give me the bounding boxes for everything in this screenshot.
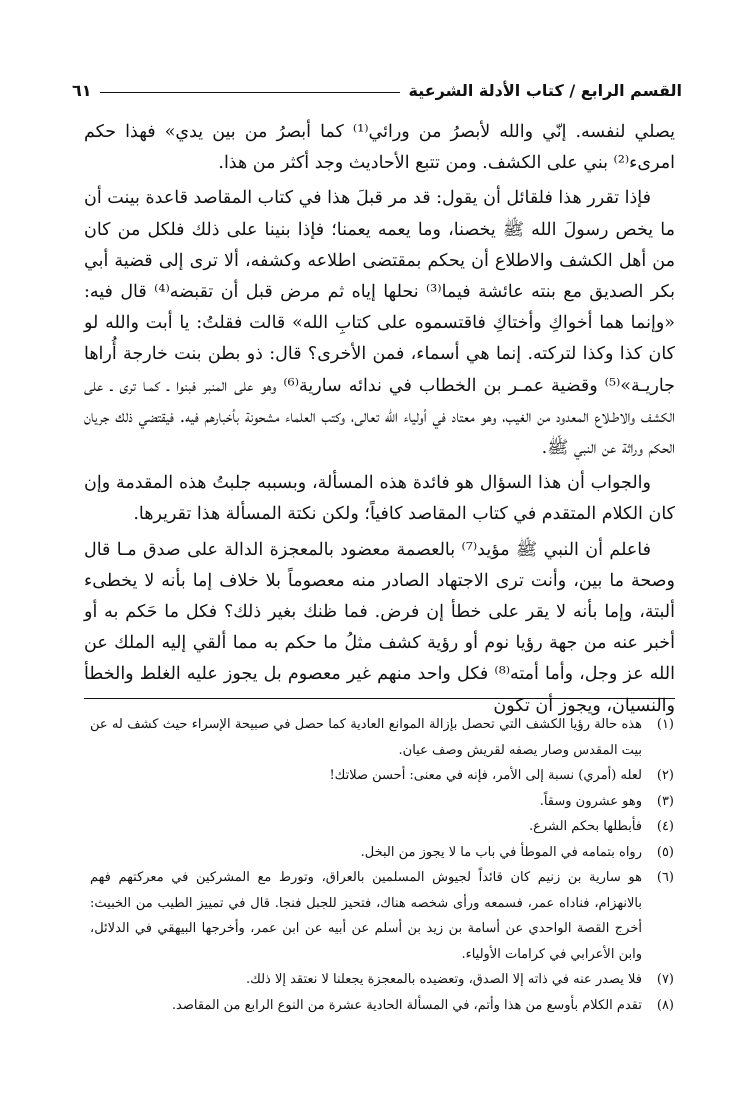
main-text [84,117,675,716]
footnote-text: فأبطلها بحكم الشرع. [528,819,642,834]
footnotes [90,712,674,1032]
footnote-text: هذه حالة رؤيا الكشف التي تحصل بإزالة الموانع العادية كما حصل في صبيحة الإسراء حيث كشف له عن بيت المقدس وصار يصفه لقريش وصف عيان. [90,717,642,758]
footnote-number: (١) [656,717,674,732]
page-number: ٦١ [72,81,92,100]
footnote [90,865,674,967]
footnote-number: (٣) [656,793,674,809]
footnote [90,840,674,866]
paragraph: فاعلم أن النبي ﷺ مؤيد⁽⁷⁾ بالعصمة معضود بالمعجزة الدالة على صدق مـا قال وصحة ما بين، وأنت ترى الاجتهاد الصادر منه معصوماً بلا خلاف إما بأنه لا يخطىء ألبتة، وإما بأنه لا يقر على خطأ إن فرض. فما ظنك بغير ذلك؟ فكل ما حَكم به أو أخبر عنه من جهة رؤيا نوم أو رؤية كشف مثلُ ما حكم به مما ألقي إليه الملك عن الله عز وجل، وأما أمته⁽⁸⁾ فكل واحد منهم غير معصوم بل يجوز عليه الغلط والخطأ والنسيان، ويجوز أن تكون [84,539,675,716]
paragraph: والجواب أن هذا السؤال هو فائدة هذه المسألة، وبسببه جلبتُ هذه المقدمة وإن كان الكلام المتقدم في كتاب المقاصد كافياً؛ ولكن نكتة المسألة هذا تقريرها. [84,473,675,525]
footnote-text: لعله (أمري) نسبة إلى الأمر، فإنه في معنى: أحسن صلاتك! [329,768,642,783]
paragraph: فإذا تقرر هذا فلقائل أن يقول: قد مر قبلَ هذا في كتاب المقاصد قاعدة بينت أن ما يخص رسولَ الله ﷺ يخصنا، وما يعمه يعمنا؛ فإذا بنينا على ذلك فلكل من كان من أهل الكشف والاطلاع أن يحكم بمقتضى اطلاعه وكشفه، ألا ترى إلى قضية أبي بكر الصديق مع بنته عائشة فيما⁽³⁾ نحلها إياه ثم مرض قبل أن تقبضه⁽⁴⁾ قال فيه: «وإنما هما أخواكِ وأختاكِ فاقتسموه على كتابِ الله» قالت فقلتُ: يا أبت والله لو كان كذا وكذا لتركته. إنما هي أسماء، فمن الأخرى؟ قال: ذو بطن بنت خارجة أُراها جاريـة»⁽⁵⁾ وقضية عمـر بن الخطاب في ندائه سارية⁽⁶⁾ وهو على المنبر فبنوا ـ كمـا ترى ـ على الكشف والاطـلاع المعدود من الغيب، وهو معتاد في أولياء الله تعالى، وكتب العلماء مشحونة بأخبارهم فيه. فيقتضي ذلك جريان الحكم وراثة عن النبي ﷺ. [84,188,675,459]
footnote [90,712,674,763]
footnote-text: تقدم الكلام بأوسع من هذا وأتم، في المسألة الحادية عشرة من النوع الرابع من المقاصد. [171,997,642,1013]
footnote-text: فلا يصدر عنه في ذاته إلا الصدق، وتعضيده بالمعجزة يجعلنا لا نعتقد إلا ذلك. [245,972,642,987]
header-title: القسم الرابع / كتاب الأدلة الشرعية [408,81,682,100]
footnote [90,993,674,1019]
footnote-number: (٤) [656,819,674,834]
footnote-text: هو سارية بن زنيم كان قائداً لجيوش المسلمين بالعراق، وتورط مع المشركين في معركتهم فهم بالانهزام، فناداه عمر، فسمعه ورأى شخصه هناك، فتحيز للجبل فنجا. قال في تمييز الطيب من الخبيث: أخرج القصة الواحدي عن أسامة بن زيد بن أسلم عن أبيه عن ابن عمر، وأخرجها البيهقي في الدلائل، وابن الأعرابي في كرامات الأولياء. [90,870,642,962]
footnote [90,789,674,815]
header-rule [100,92,401,93]
footnote [90,763,674,789]
footnote-number: (٨) [656,997,674,1013]
footnote-number: (٧) [656,972,674,987]
running-header [72,72,682,100]
footnote-text: وهو عشرون وسقاً. [539,793,642,809]
footnote-separator [84,698,675,699]
footnote-number: (٥) [656,844,674,860]
footnote [90,967,674,993]
footnote [90,814,674,840]
footnote-number: (٦) [656,870,674,885]
footnote-text: رواه بتمامه في الموطأ في باب ما لا يجوز من البخل. [360,844,642,860]
footnote-number: (٢) [656,768,674,783]
paragraph: يصلي لنفسه. إنّي والله لأبصرُ من ورائي⁽¹⁾ كما أبصرُ من بين يدي» فهذا حكم امرىء⁽²⁾ بني على الكشف. ومن تتبع الأحاديث وجد أكثر من هذا. [84,122,675,174]
